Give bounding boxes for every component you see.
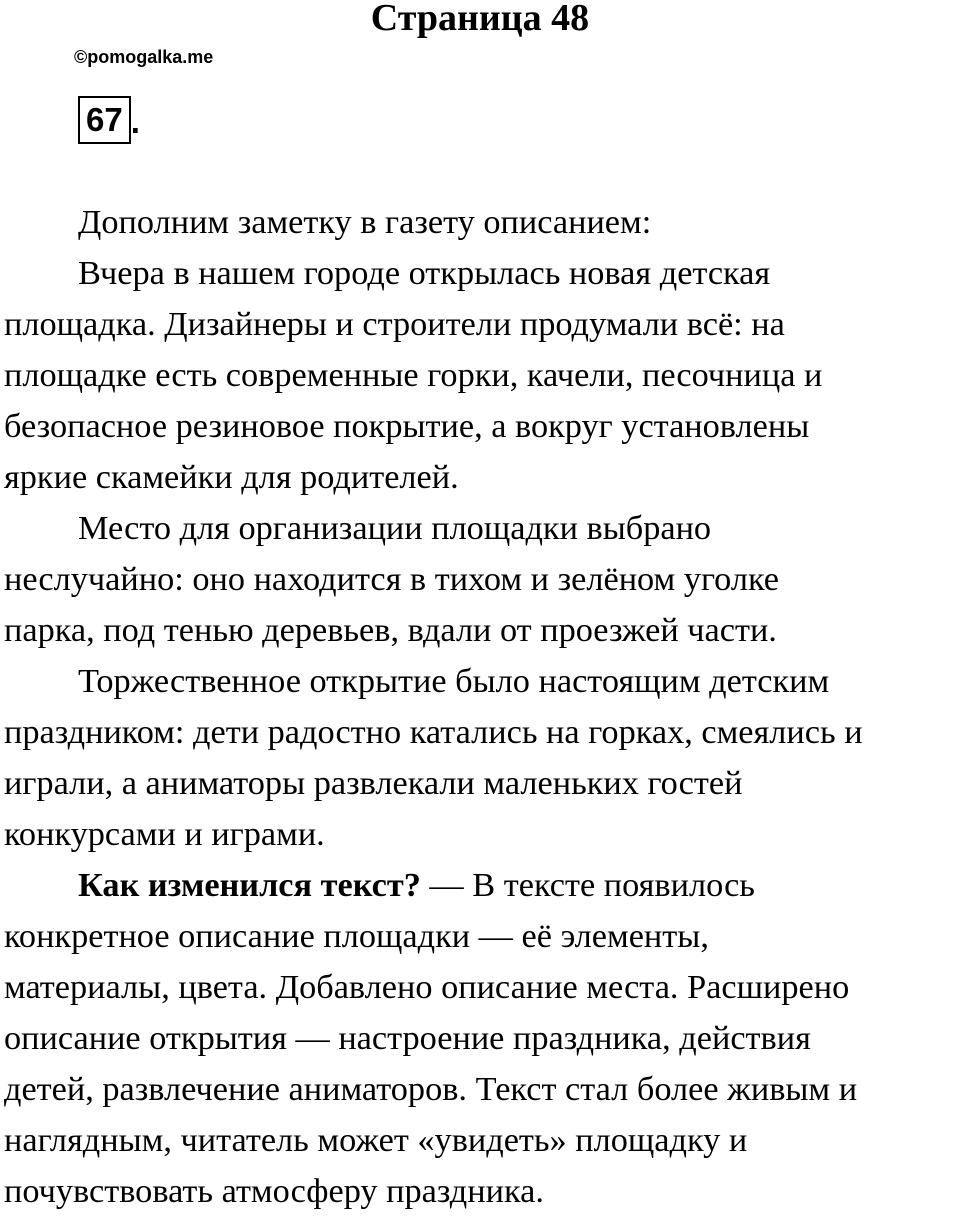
question-rest: — В тексте появилось	[420, 866, 755, 904]
watermark: ©pomogalka.me	[74, 47, 214, 67]
answer-text	[4, 197, 960, 1217]
question-bold: Как изменился текст?	[78, 866, 421, 904]
paragraph-2-line: Место для организации площадки выбрано	[78, 509, 712, 547]
paragraph-1-line: площадке есть современные горки, качели, песочница и	[4, 356, 823, 394]
task-number: 67	[78, 96, 131, 144]
answer-line: материалы, цвета. Добавлено описание места. Расширено	[4, 968, 850, 1006]
paragraph-2-line: неслучайно: оно находится в тихом и зелёном уголке	[4, 560, 780, 598]
task-number-box	[78, 96, 140, 144]
paragraph-3-line: конкурсами и играми.	[4, 815, 325, 853]
paragraph-3-line: Торжественное открытие было настоящим детским	[78, 662, 830, 700]
answer-line: конкретное описание площадки — её элементы,	[4, 917, 709, 955]
answer-line: наглядным, читатель может «увидеть» площадку и	[4, 1121, 748, 1159]
answer-line: почувствовать атмосферу праздника.	[4, 1172, 544, 1210]
paragraph-3-line: играли, а аниматоры развлекали маленьких гостей	[4, 764, 743, 802]
paragraph-3-line: праздником: дети радостно катались на горках, смеялись и	[4, 713, 863, 751]
paragraph-1-line: Вчера в нашем городе открылась новая детская	[78, 254, 771, 292]
paragraph-2-line: парка, под тенью деревьев, вдали от проезжей части.	[4, 611, 777, 649]
page-title: Страница 48	[370, 0, 590, 39]
intro-line: Дополним заметку в газету описанием:	[78, 203, 652, 241]
task-number-dot: .	[130, 103, 140, 140]
question-line	[4, 860, 960, 911]
answer-line: описание открытия — настроение праздника, действия	[4, 1019, 811, 1057]
paragraph-1-line: площадка. Дизайнеры и строители продумали всё: на	[4, 305, 785, 343]
paragraph-1-line: безопасное резиновое покрытие, а вокруг установлены	[4, 407, 810, 445]
answer-line: детей, развлечение аниматоров. Текст стал более живым и	[4, 1070, 858, 1108]
paragraph-1-line: яркие скамейки для родителей.	[4, 458, 459, 496]
